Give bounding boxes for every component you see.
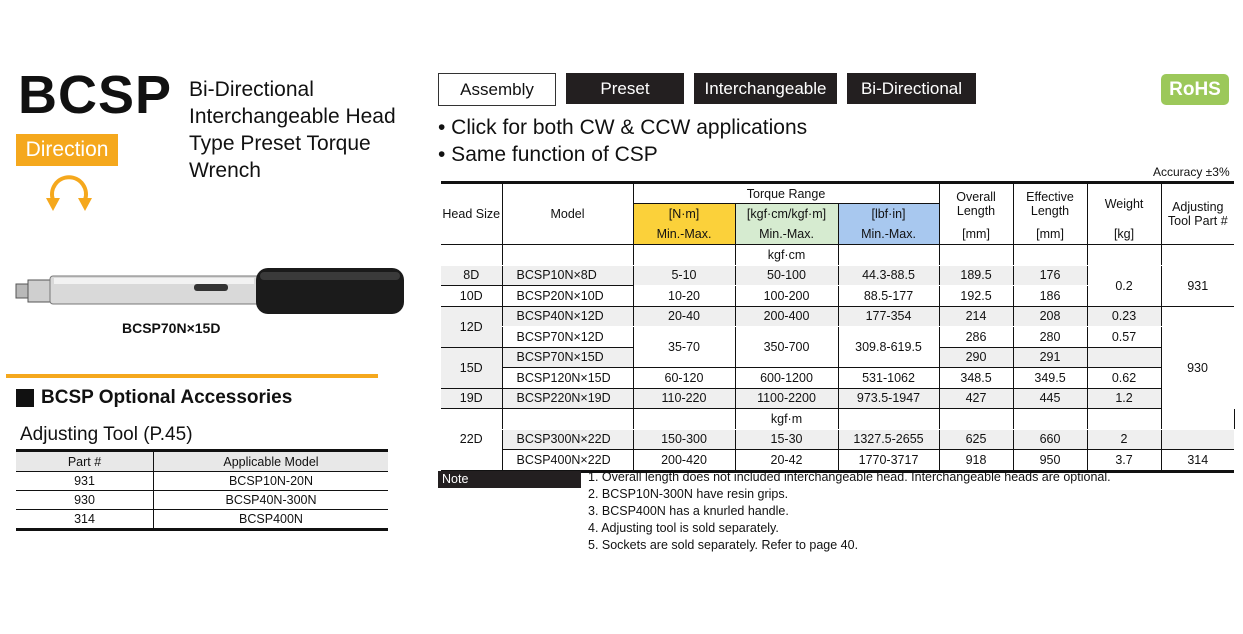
model-cell: BCSP70N×12D: [502, 327, 633, 348]
model-cell: BCSP20N×10D: [502, 286, 633, 307]
minmax-label: Min.-Max.: [633, 224, 735, 245]
torque-lbf: 309.8-619.5: [838, 327, 939, 368]
unit-label: kgf·m: [735, 409, 838, 430]
feature-item: • Click for both CW & CCW applications: [438, 116, 808, 139]
weight-cell: 2: [1087, 429, 1161, 450]
column-header: Applicable Model: [154, 451, 389, 472]
column-header-torque-range: Torque Range: [633, 183, 939, 204]
wrench-image: [14, 262, 406, 318]
length-unit: [mm]: [939, 224, 1013, 245]
torque-kgf: 50-100: [735, 265, 838, 286]
adjusting-tool-table: [16, 449, 388, 531]
effective-length: 445: [1013, 388, 1087, 409]
torque-lbf: 44.3-88.5: [838, 265, 939, 286]
minmax-label: Min.-Max.: [838, 224, 939, 245]
column-header-head-size: Head Size: [441, 183, 502, 245]
torque-kgf: 15-30: [735, 429, 838, 450]
length-unit: [mm]: [1013, 224, 1087, 245]
torque-lbf: 1770-3717: [838, 450, 939, 472]
head-size: 12D: [441, 306, 502, 347]
bidirectional-arrow-icon: [44, 170, 94, 214]
torque-kgf: 600-1200: [735, 368, 838, 389]
weight-cell: [1087, 347, 1161, 368]
torque-kgf: 100-200: [735, 286, 838, 307]
weight-cell: 0.23: [1087, 306, 1161, 327]
accessories-heading: BCSP Optional Accessories: [41, 387, 293, 408]
product-subtitle: [189, 76, 419, 184]
effective-length: 291: [1013, 347, 1087, 368]
overall-length: 348.5: [939, 368, 1013, 389]
column-header-effective-length: Effective Length: [1013, 183, 1087, 225]
subtitle-line: Interchangeable Head: [189, 105, 396, 128]
weight-cell: 3.7: [1087, 450, 1161, 472]
torque-kgf: 1100-2200: [735, 388, 838, 409]
product-title: BCSP: [18, 65, 173, 125]
head-size: 15D: [441, 347, 502, 388]
torque-lbf: 973.5-1947: [838, 388, 939, 409]
adjusting-tool-cell: 314: [1161, 450, 1234, 472]
weight-cell: 0.2: [1087, 265, 1161, 306]
tag-assembly: Assembly: [438, 73, 556, 106]
part-number: 930: [16, 491, 154, 510]
note-item: 2. BCSP10N-300N have resin grips.: [588, 487, 789, 501]
note-item: 3. BCSP400N has a knurled handle.: [588, 504, 789, 518]
applicable-model: BCSP400N: [154, 510, 389, 530]
column-header-overall-length: Overall Length: [939, 183, 1013, 225]
applicable-model: BCSP40N-300N: [154, 491, 389, 510]
torque-kgf: 350-700: [735, 327, 838, 368]
model-cell: BCSP120N×15D: [502, 368, 633, 389]
applicable-model: BCSP10N-20N: [154, 472, 389, 491]
table-row: [16, 491, 388, 510]
torque-kgf: 200-400: [735, 306, 838, 327]
unit-lbf: [lbf·in]: [838, 204, 939, 225]
head-size: 22D: [441, 409, 502, 472]
adjusting-tool-cell: 930: [1161, 306, 1234, 429]
overall-length: 427: [939, 388, 1013, 409]
unit-kgf: [kgf·cm/kgf·m]: [735, 204, 838, 225]
overall-length: 286: [939, 327, 1013, 348]
overall-length: 214: [939, 306, 1013, 327]
subtitle-line: Bi-Directional: [189, 78, 314, 101]
overall-length: 290: [939, 347, 1013, 368]
effective-length: 208: [1013, 306, 1087, 327]
tag-interchangeable: Interchangeable: [694, 73, 837, 104]
weight-cell: 0.62: [1087, 368, 1161, 389]
torque-lbf: 88.5-177: [838, 286, 939, 307]
note-item: 1. Overall length does not included interchangeable head. Interchangeable heads are optional.: [588, 470, 1111, 484]
torque-nm: 5-10: [633, 265, 735, 286]
minmax-label: Min.-Max.: [735, 224, 838, 245]
model-cell: BCSP70N×15D: [502, 347, 633, 368]
torque-nm: 10-20: [633, 286, 735, 307]
effective-length: 660: [1013, 429, 1087, 450]
image-caption: BCSP70N×15D: [122, 320, 221, 336]
weight-cell: 1.2: [1087, 388, 1161, 409]
column-header-weight: Weight: [1087, 183, 1161, 225]
rohs-badge: RoHS: [1161, 74, 1229, 105]
head-size: 8D: [441, 265, 502, 286]
head-size: 10D: [441, 286, 502, 307]
torque-nm: 60-120: [633, 368, 735, 389]
weight-unit: [kg]: [1087, 224, 1161, 245]
torque-lbf: 1327.5-2655: [838, 429, 939, 450]
table-header-row: [16, 451, 388, 472]
torque-lbf: 177-354: [838, 306, 939, 327]
part-number: 314: [16, 510, 154, 530]
weight-cell: 0.57: [1087, 327, 1161, 348]
adjusting-tool-title: Adjusting Tool (P.45): [20, 424, 193, 445]
divider: [6, 374, 378, 378]
direction-badge: Direction: [16, 134, 118, 166]
adjusting-tool-cell: [1161, 429, 1234, 450]
unit-nm: [N·m]: [633, 204, 735, 225]
column-header-adjusting-tool: Adjusting Tool Part #: [1161, 183, 1234, 245]
effective-length: 349.5: [1013, 368, 1087, 389]
torque-lbf: 531-1062: [838, 368, 939, 389]
table-row: [16, 510, 388, 530]
notes-list: [588, 469, 1111, 554]
feature-list: [438, 114, 807, 168]
effective-length: 950: [1013, 450, 1087, 472]
head-size: 19D: [441, 388, 502, 409]
model-cell: BCSP300N×22D: [502, 429, 633, 450]
torque-nm: 200-420: [633, 450, 735, 472]
note-item: 4. Adjusting tool is sold separately.: [588, 521, 779, 535]
part-number: 931: [16, 472, 154, 491]
tag-preset: Preset: [566, 73, 684, 104]
subtitle-line: Wrench: [189, 159, 261, 182]
spec-table: [441, 181, 1234, 473]
column-header-model: Model: [502, 183, 633, 245]
torque-nm: 150-300: [633, 429, 735, 450]
model-cell: BCSP400N×22D: [502, 450, 633, 472]
overall-length: 192.5: [939, 286, 1013, 307]
model-cell: BCSP220N×19D: [502, 388, 633, 409]
torque-nm: 110-220: [633, 388, 735, 409]
column-header: Part #: [16, 451, 154, 472]
torque-kgf: 20-42: [735, 450, 838, 472]
overall-length: 625: [939, 429, 1013, 450]
effective-length: 280: [1013, 327, 1087, 348]
torque-nm: 20-40: [633, 306, 735, 327]
model-cell: BCSP10N×8D: [502, 265, 633, 286]
tag-bi-directional: Bi-Directional: [847, 73, 976, 104]
model-cell: BCSP40N×12D: [502, 306, 633, 327]
note-label: Note: [438, 471, 581, 488]
torque-nm: 35-70: [633, 327, 735, 368]
effective-length: 186: [1013, 286, 1087, 307]
unit-label: kgf·cm: [735, 245, 838, 266]
table-row: [16, 472, 388, 491]
note-item: 5. Sockets are sold separately. Refer to page 40.: [588, 538, 859, 552]
section-marker-icon: [16, 389, 34, 407]
overall-length: 189.5: [939, 265, 1013, 286]
subtitle-line: Type Preset Torque: [189, 132, 371, 155]
effective-length: 176: [1013, 265, 1087, 286]
overall-length: 918: [939, 450, 1013, 472]
adjusting-tool-cell: 931: [1161, 265, 1234, 306]
accuracy-note: Accuracy ±3%: [1153, 165, 1230, 179]
feature-item: • Same function of CSP: [438, 143, 658, 166]
